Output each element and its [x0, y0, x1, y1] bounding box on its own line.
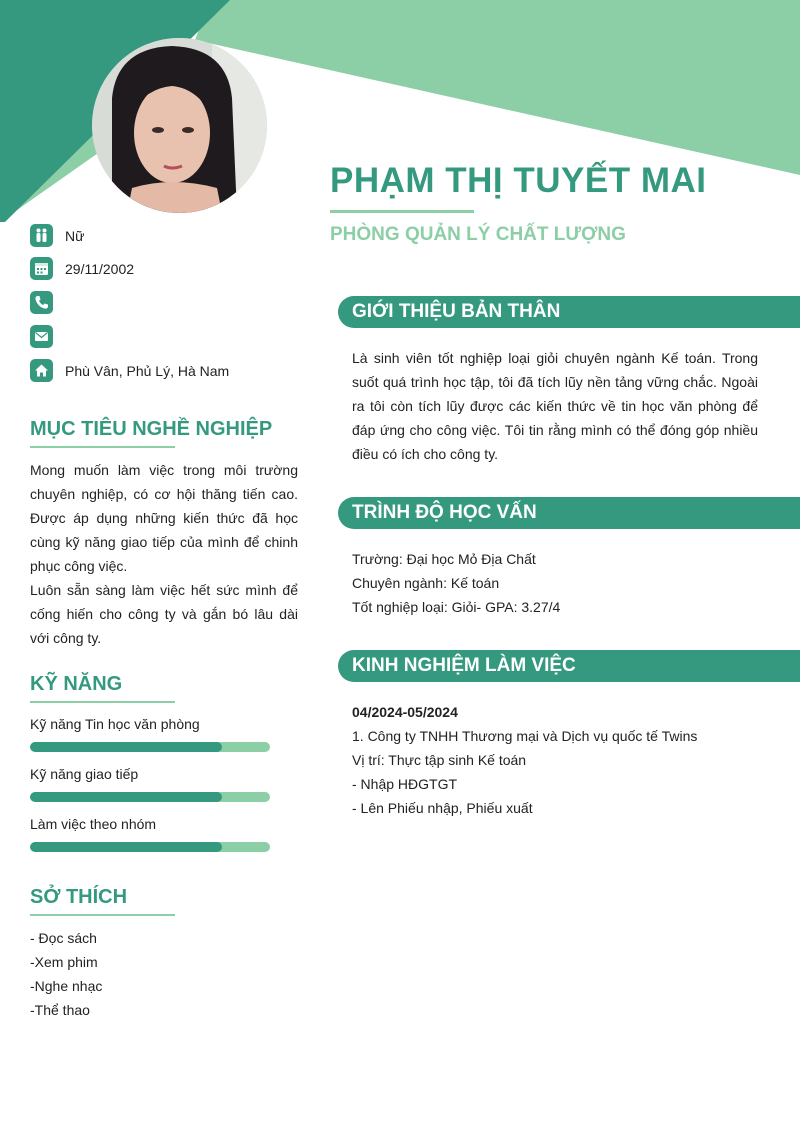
- skill-bar-fill: [30, 742, 222, 752]
- hobby-item: -Nghe nhạc: [30, 978, 103, 994]
- hobbies-heading: SỞ THÍCH: [30, 886, 128, 908]
- about-text: Là sinh viên tốt nghiệp loại giỏi chuyên ngành Kế toán. Trong suốt quá trình học tập, tôi đã tích lũy nền tảng vững chắc. Ngoài ra tôi còn tích lũy được các kiến thức về tin học văn phòng để đáp ứng cho công việc. Tôi tin rằng mình có thể đóng góp nhiều điều có ích cho công ty.: [352, 350, 758, 462]
- applied-position: PHÒNG QUẢN LÝ CHẤT LƯỢNG: [330, 224, 626, 245]
- candidate-name: PHẠM THỊ TUYẾT MAI: [330, 161, 707, 200]
- experience-task: - Lên Phiếu nhập, Phiếu xuất: [352, 800, 533, 816]
- birthday-value: 29/11/2002: [65, 260, 135, 277]
- education-heading-bar: [338, 497, 800, 529]
- gender-value: Nữ: [65, 227, 85, 244]
- skill-bar: [30, 842, 270, 852]
- address-value: Phù Vân, Phủ Lý, Hà Nam: [65, 362, 230, 379]
- skill-label: Kỹ năng Tin học văn phòng: [30, 716, 200, 732]
- hobby-item: - Đọc sách: [30, 930, 97, 946]
- hobbies-list: [30, 926, 102, 1022]
- skill-bar: [30, 792, 270, 802]
- phone-icon: [30, 291, 53, 314]
- hobby-item: -Thể thao: [30, 1002, 90, 1018]
- about-heading-bar: [338, 296, 800, 328]
- objective-underline: [30, 446, 175, 448]
- education-heading: TRÌNH ĐỘ HỌC VẤN: [352, 502, 537, 523]
- email-row: [30, 325, 300, 348]
- objective-paragraph-1: Mong muốn làm việc trong môi trường chuyên nghiệp, có cơ hội thăng tiến cao. Được áp dụng những kiến thức đã học cùng kỹ năng giao tiếp của mình để chinh phục công việc.: [30, 462, 298, 574]
- address-row: [30, 359, 300, 382]
- experience-details: [352, 700, 697, 820]
- skill-label: Làm việc theo nhóm: [30, 816, 157, 832]
- light-green-band: [195, 0, 800, 175]
- skill-bar-fill: [30, 792, 222, 802]
- experience-company: 1. Công ty TNHH Thương mại và Dịch vụ quốc tế Twins: [352, 728, 698, 744]
- education-school: Trường: Đại học Mỏ Địa Chất: [352, 551, 536, 567]
- skills-underline: [30, 701, 175, 703]
- experience-role: Vị trí: Thực tập sinh Kế toán: [352, 752, 527, 768]
- hobbies-underline: [30, 914, 175, 916]
- name-underline: [330, 210, 474, 213]
- experience-period: 04/2024-05/2024: [352, 704, 458, 720]
- experience-heading-bar: [338, 650, 800, 682]
- calendar-icon: [30, 257, 53, 280]
- objective-heading: MỤC TIÊU NGHỀ NGHIỆP: [30, 418, 273, 440]
- skill-bar-fill: [30, 842, 222, 852]
- education-details: [352, 547, 560, 619]
- home-icon: [30, 359, 53, 382]
- birthday-row: [30, 257, 300, 280]
- gender-row: [30, 224, 300, 247]
- skill-bar: [30, 742, 270, 752]
- phone-row: [30, 291, 300, 314]
- education-major: Chuyên ngành: Kế toán: [352, 575, 500, 591]
- email-icon: [30, 325, 53, 348]
- hobby-item: -Xem phim: [30, 954, 98, 970]
- experience-task: - Nhập HĐGTGT: [352, 776, 458, 792]
- skill-label: Kỹ năng giao tiếp: [30, 766, 139, 782]
- about-heading: GIỚI THIỆU BẢN THÂN: [352, 301, 561, 322]
- gender-icon: [30, 224, 53, 247]
- profile-photo: [92, 38, 267, 213]
- education-grade: Tốt nghiệp loại: Giỏi- GPA: 3.27/4: [352, 599, 561, 615]
- objective-text: [30, 458, 298, 650]
- experience-heading: KINH NGHIỆM LÀM VIỆC: [352, 655, 576, 676]
- objective-paragraph-2: Luôn sẵn sàng làm việc hết sức mình để cống hiến cho công ty và gắn bó lâu dài với công ty.: [30, 582, 298, 646]
- skills-heading: KỸ NĂNG: [30, 673, 123, 695]
